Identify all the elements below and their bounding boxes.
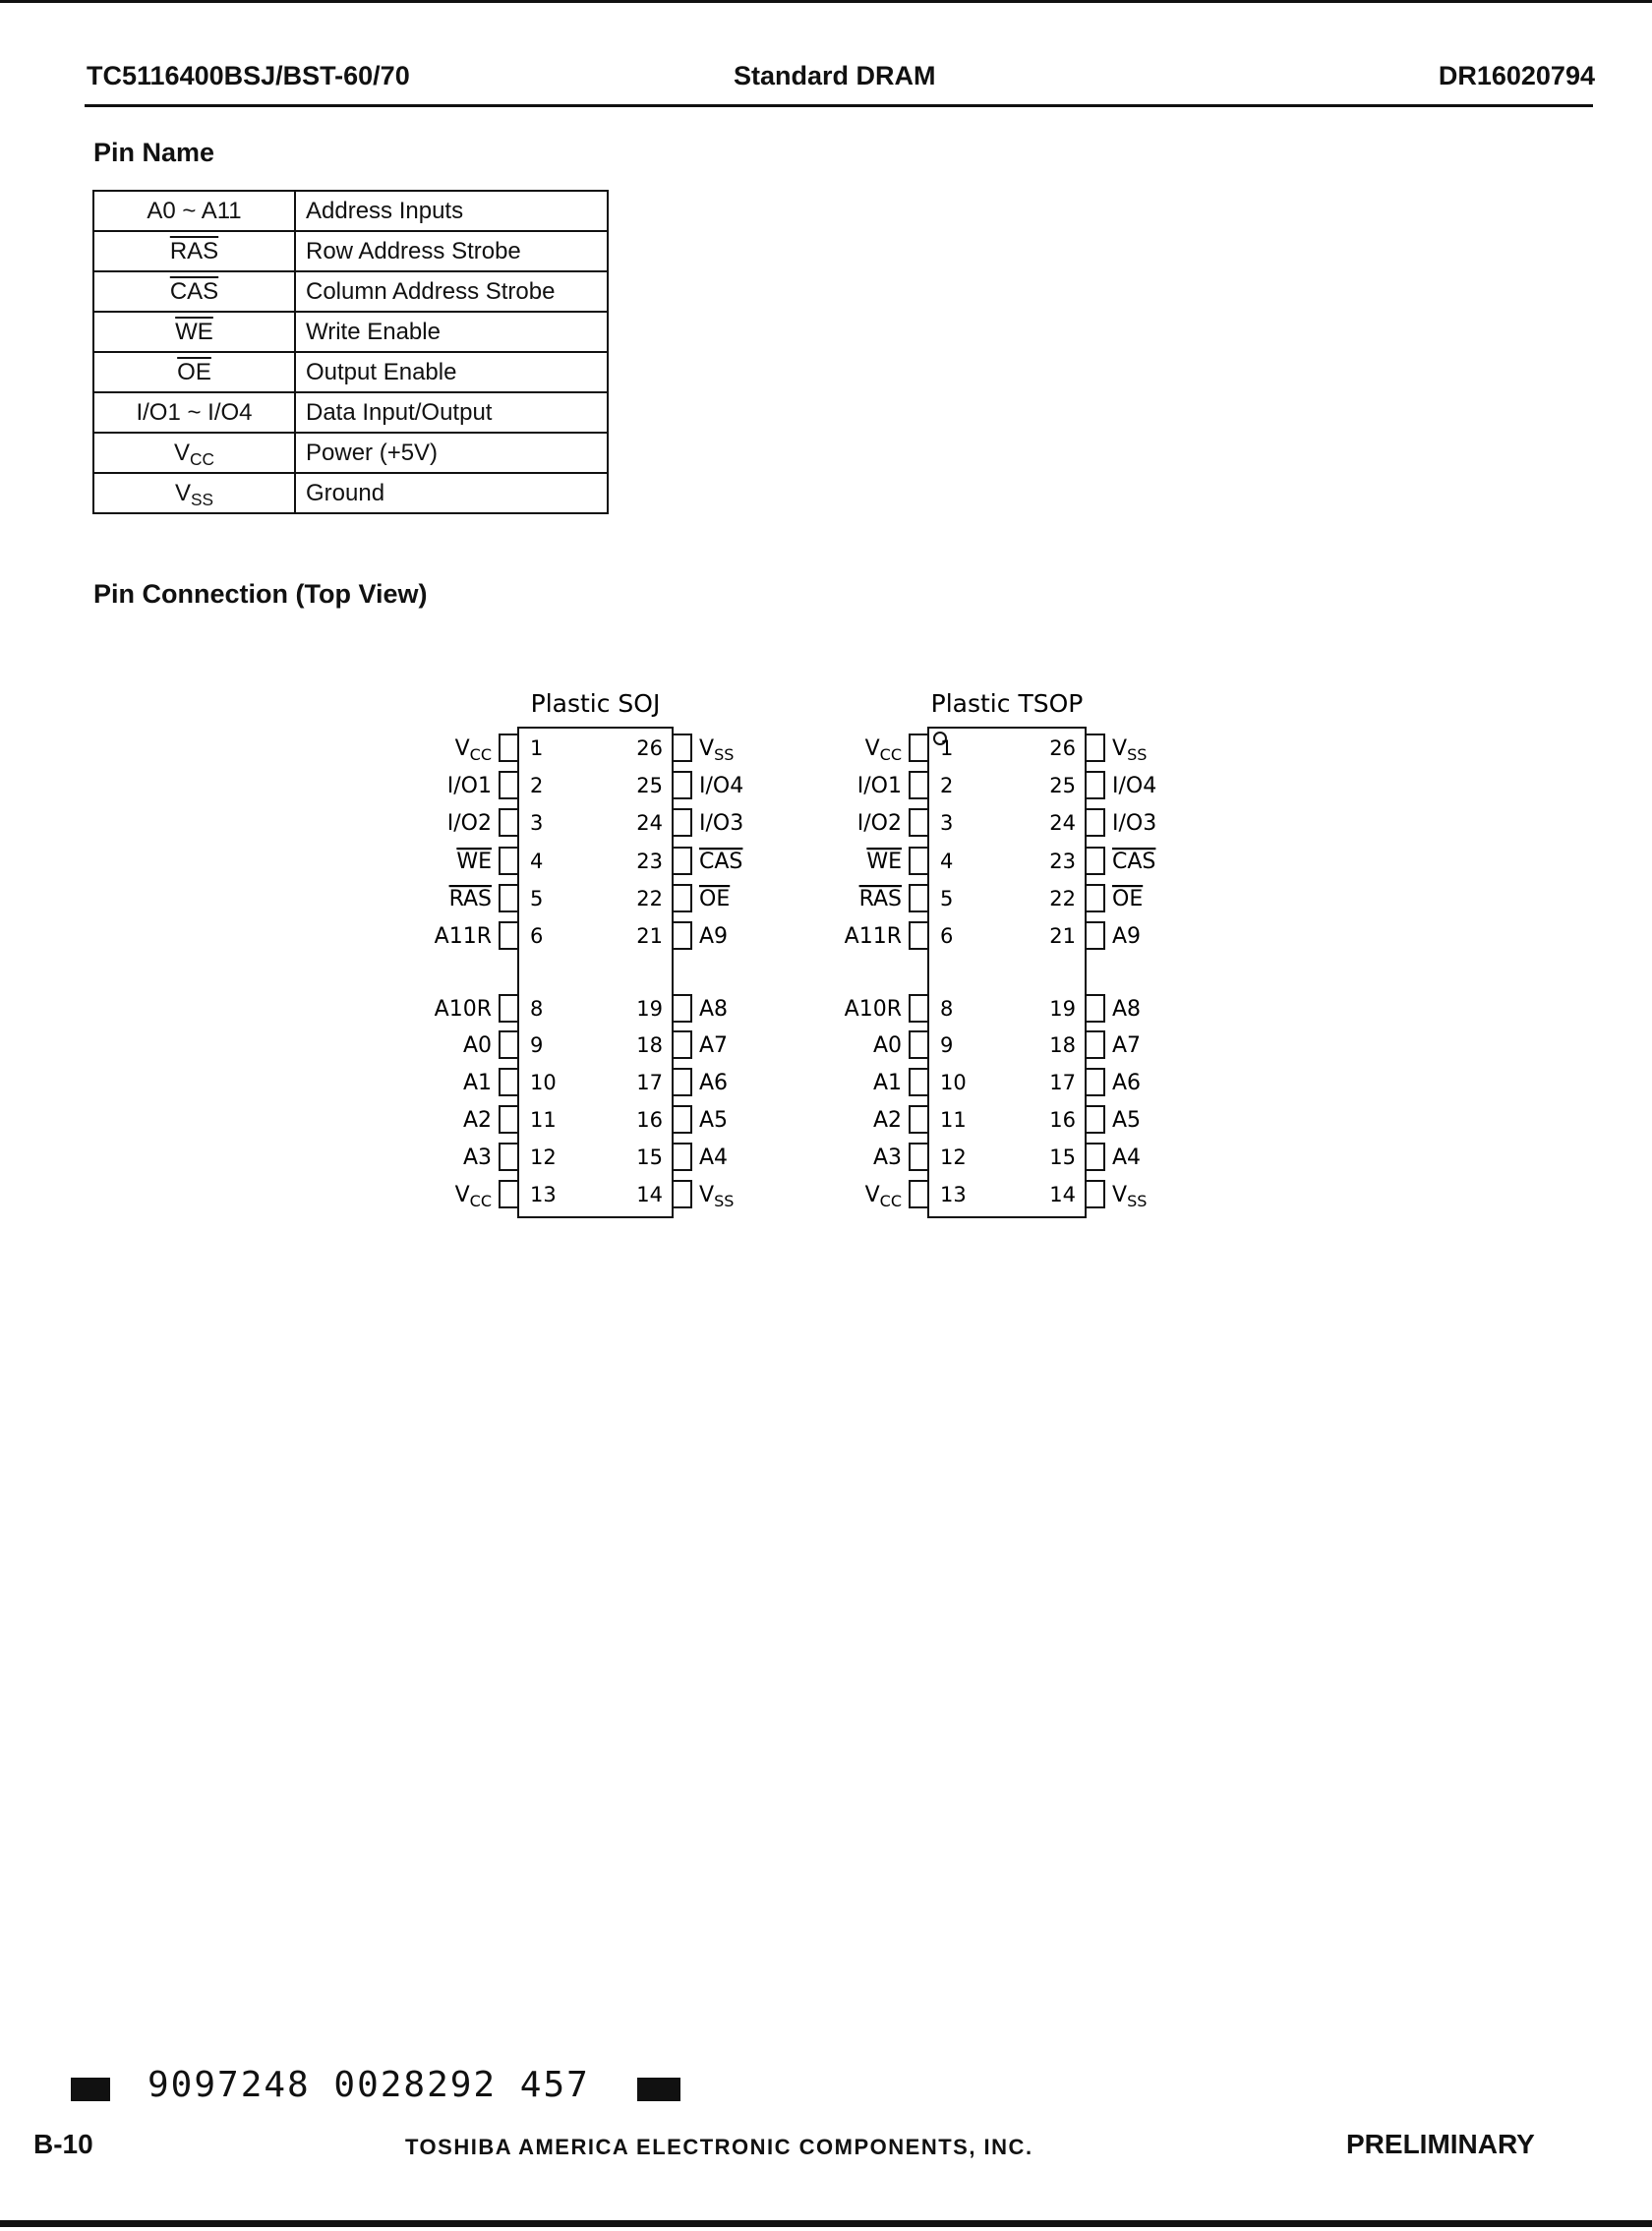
pin-lead: [500, 885, 518, 911]
pin-lead: [910, 922, 928, 949]
pin-number: 10: [940, 1071, 967, 1094]
pin-lead: [673, 995, 691, 1022]
pin-description: Ground: [295, 473, 608, 513]
pin-label: A3: [462, 1145, 492, 1170]
pin-label: A1: [872, 1071, 902, 1095]
pin-number: 11: [530, 1108, 557, 1132]
pin-label: A5: [699, 1108, 729, 1133]
pin-number: 2: [940, 774, 954, 797]
pin-number: 22: [636, 887, 663, 910]
bottom-rule: [0, 2220, 1652, 2227]
pin-number: 5: [530, 887, 544, 910]
pin-label: A4: [1112, 1145, 1142, 1170]
pin-lead: [910, 809, 928, 836]
pin-symbol: $\overline{WE}$: [93, 312, 295, 352]
pin-number: 18: [636, 1033, 663, 1057]
pin-number: 3: [940, 811, 954, 835]
doc-number: DR16020794: [1438, 61, 1595, 90]
pin-symbol: $\overline{CAS}$: [93, 271, 295, 312]
pin-lead: [673, 734, 691, 761]
pin-number: 24: [636, 811, 663, 835]
pin-number: 1: [940, 736, 954, 760]
pin-number: 15: [1049, 1145, 1076, 1169]
pin-lead: [673, 1106, 691, 1133]
pin-lead: [1086, 734, 1104, 761]
pin-lead: [500, 848, 518, 874]
pin-lead: [1086, 772, 1104, 798]
pin-lead: [673, 1144, 691, 1170]
pin-label: A1: [462, 1071, 492, 1095]
pin-number: 21: [1049, 924, 1076, 948]
pin-description: Power (+5V): [295, 433, 608, 473]
pin-lead: [673, 922, 691, 949]
pin-label: RAS: [858, 887, 902, 911]
package-body: [518, 728, 673, 1217]
pin-label: WE: [866, 850, 902, 874]
pin-number: 8: [940, 997, 954, 1021]
pin-label: A6: [1112, 1071, 1142, 1095]
pin-label: A8: [699, 997, 729, 1022]
pin-number: 4: [940, 850, 954, 873]
pin-lead: [500, 995, 518, 1022]
pin-lead: [1086, 995, 1104, 1022]
package-title: Plastic SOJ: [530, 689, 661, 718]
pin-label: $V_{CC}$: [864, 736, 902, 764]
pin-number: 1: [530, 736, 544, 760]
pin-label: OE: [1112, 887, 1144, 911]
pin-lead: [910, 734, 928, 761]
package-title: Plastic TSOP: [930, 689, 1084, 718]
pin-number: 5: [940, 887, 954, 910]
pin-symbol: A0 ~ A11: [93, 191, 295, 231]
pin-lead: [673, 848, 691, 874]
barcode-number: 9097248 0028292 457: [148, 2065, 590, 2105]
pin-label: A0: [462, 1033, 492, 1058]
pin-label: A10R: [434, 997, 492, 1022]
pin-lead: [910, 1106, 928, 1133]
pin-lead: [910, 995, 928, 1022]
pin-number: 24: [1049, 811, 1076, 835]
pin-number: 14: [636, 1183, 663, 1206]
pin-lead: [910, 1181, 928, 1207]
pin-number: 6: [530, 924, 544, 948]
pin-symbol: $V_{CC}$: [93, 433, 295, 473]
pin-label: I/O3: [1112, 811, 1157, 836]
pin-description: Write Enable: [295, 312, 608, 352]
pin-lead: [673, 772, 691, 798]
pin-label: I/O2: [856, 811, 902, 836]
pin-lead: [910, 772, 928, 798]
pin-label: CAS: [699, 850, 743, 874]
pin-number: 9: [530, 1033, 544, 1057]
pin-lead: [673, 885, 691, 911]
pin-lead: [1086, 1031, 1104, 1058]
pin-number: 12: [530, 1145, 557, 1169]
pin-description: Address Inputs: [295, 191, 608, 231]
pin-number: 25: [636, 774, 663, 797]
page-title: Standard DRAM: [734, 61, 936, 90]
pin-description: Column Address Strobe: [295, 271, 608, 312]
pin-symbol: $\overline{RAS}$: [93, 231, 295, 271]
pin-lead: [910, 848, 928, 874]
pin-number: 2: [530, 774, 544, 797]
pin-label: A8: [1112, 997, 1142, 1022]
pin-number: 10: [530, 1071, 557, 1094]
pin-label: $V_{SS}$: [699, 736, 735, 764]
pin-label: A7: [1112, 1033, 1142, 1058]
pin-label: A9: [699, 924, 729, 949]
barcode-mark-right: [637, 2078, 680, 2101]
pin-label: I/O3: [699, 811, 744, 836]
pin-number: 6: [940, 924, 954, 948]
pin-label: I/O1: [446, 774, 492, 798]
pin-number: 17: [636, 1071, 663, 1094]
pin-number: 25: [1049, 774, 1076, 797]
pin-label: A2: [462, 1108, 492, 1133]
pin-lead: [1086, 885, 1104, 911]
pin-label: A0: [872, 1033, 902, 1058]
pin-lead: [673, 1069, 691, 1095]
pin-number: 23: [636, 850, 663, 873]
pin-label: I/O4: [1112, 774, 1157, 798]
page-number: B-10: [33, 2129, 93, 2159]
tsop-package: [845, 689, 1157, 1217]
pin-label: A11R: [844, 924, 902, 949]
pin-symbol: $\overline{OE}$: [93, 352, 295, 392]
pin-label: WE: [456, 850, 492, 874]
pin-number: 15: [636, 1145, 663, 1169]
pin-number: 14: [1049, 1183, 1076, 1206]
pin-description: Data Input/Output: [295, 392, 608, 433]
pin-label: OE: [699, 887, 731, 911]
pin-lead: [1086, 848, 1104, 874]
pin-label: A4: [699, 1145, 729, 1170]
pin-lead: [673, 1181, 691, 1207]
pin-number: 16: [1049, 1108, 1076, 1132]
pin-label: A9: [1112, 924, 1142, 949]
pin-lead: [500, 772, 518, 798]
pin-label: RAS: [448, 887, 492, 911]
pin-lead: [1086, 922, 1104, 949]
pin-label: $V_{CC}$: [454, 736, 492, 764]
pin-number: 4: [530, 850, 544, 873]
pin-label: CAS: [1112, 850, 1156, 874]
pin-lead: [500, 1031, 518, 1058]
pin-lead: [500, 1106, 518, 1133]
pin-lead: [1086, 809, 1104, 836]
pin-number: 12: [940, 1145, 967, 1169]
pin-number: 13: [940, 1183, 967, 1206]
pin-number: 11: [940, 1108, 967, 1132]
pin-label: $V_{CC}$: [864, 1183, 902, 1210]
pin-number: 17: [1049, 1071, 1076, 1094]
pin-lead: [1086, 1144, 1104, 1170]
document-status: PRELIMINARY: [1346, 2129, 1535, 2159]
pin-label: $V_{SS}$: [1112, 736, 1148, 764]
pin-number: 3: [530, 811, 544, 835]
pin-description: Row Address Strobe: [295, 231, 608, 271]
pin-label: I/O4: [699, 774, 744, 798]
pin-lead: [500, 734, 518, 761]
pin-label: $V_{SS}$: [1112, 1183, 1148, 1210]
pin-number: 26: [636, 736, 663, 760]
pin-label: $V_{SS}$: [699, 1183, 735, 1210]
pin-lead: [500, 1069, 518, 1095]
pin-lead: [500, 809, 518, 836]
pin-lead: [910, 1031, 928, 1058]
pin-name-heading: Pin Name: [93, 138, 215, 167]
pin-number: 8: [530, 997, 544, 1021]
pin-number: 16: [636, 1108, 663, 1132]
pin-label: A5: [1112, 1108, 1142, 1133]
part-number: TC5116400BSJ/BST-60/70: [87, 61, 410, 90]
pin-number: 26: [1049, 736, 1076, 760]
pin-label: A6: [699, 1071, 729, 1095]
pin-symbol: $V_{SS}$: [93, 473, 295, 513]
pin-lead: [1086, 1069, 1104, 1095]
barcode-mark-left: [71, 2078, 110, 2101]
pin-label: $V_{CC}$: [454, 1183, 492, 1210]
pin-label: A10R: [844, 997, 902, 1022]
pin-lead: [910, 1144, 928, 1170]
pin-connection-heading: Pin Connection (Top View): [93, 579, 428, 609]
soj-package: [435, 689, 744, 1217]
pin-number: 18: [1049, 1033, 1076, 1057]
pin-label: A2: [872, 1108, 902, 1133]
pin-lead: [1086, 1106, 1104, 1133]
pin-label: A3: [872, 1145, 902, 1170]
pin-label: A7: [699, 1033, 729, 1058]
pin-description: Output Enable: [295, 352, 608, 392]
pin-label: A11R: [434, 924, 492, 949]
pin-lead: [1086, 1181, 1104, 1207]
pin-lead: [910, 1069, 928, 1095]
company-name: TOSHIBA AMERICA ELECTRONIC COMPONENTS, INC.: [405, 2135, 1033, 2159]
pin-lead: [673, 1031, 691, 1058]
pin-number: 9: [940, 1033, 954, 1057]
pin-number: 19: [1049, 997, 1076, 1021]
package-body: [928, 728, 1086, 1217]
pin-symbol: I/O1 ~ I/O4: [93, 392, 295, 433]
pin-lead: [910, 885, 928, 911]
pin-lead: [500, 1144, 518, 1170]
pin-lead: [500, 922, 518, 949]
pin-number: 23: [1049, 850, 1076, 873]
pin-label: I/O2: [446, 811, 492, 836]
pin-number: 22: [1049, 887, 1076, 910]
pin-number: 21: [636, 924, 663, 948]
pin-lead: [673, 809, 691, 836]
pin-number: 19: [636, 997, 663, 1021]
pin-label: I/O1: [856, 774, 902, 798]
pin-number: 13: [530, 1183, 557, 1206]
pin-lead: [500, 1181, 518, 1207]
